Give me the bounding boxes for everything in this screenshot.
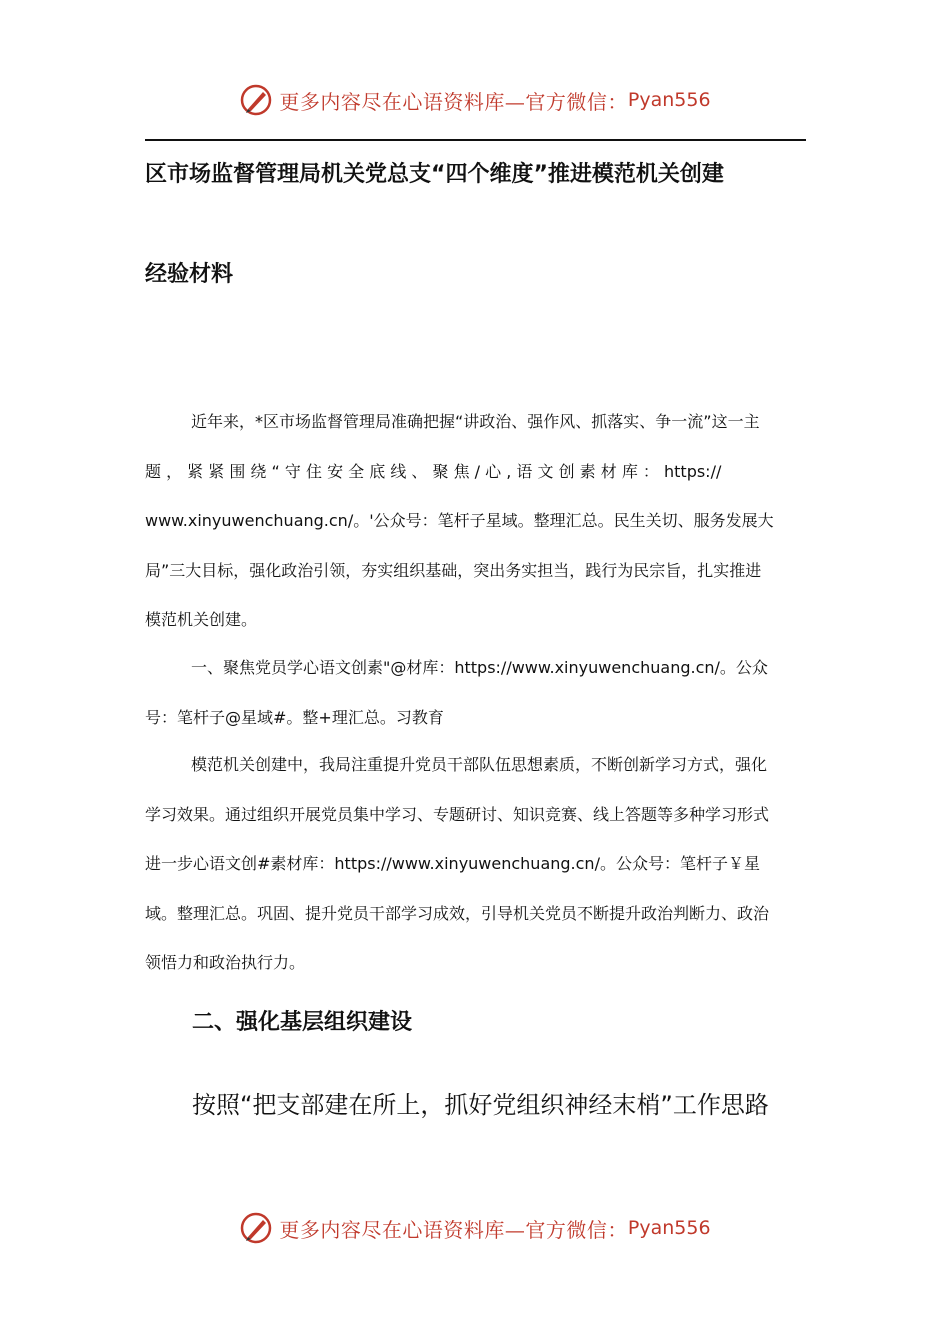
- text-line: 进一步心语文创#素材库：https://www.xinyuwenchuang.cn/。公众号：笔杆子￥星: [145, 854, 760, 873]
- watermark-text: 更多内容尽在心语资料库—官方微信：: [279, 1217, 628, 1242]
- text-line: 领悟力和政治执行力。: [145, 953, 306, 972]
- section2-heading: 二、强化基层组织建设: [192, 1010, 413, 1035]
- text-line: 号：笔杆子@星域#。整+理汇总。习教育: [145, 707, 444, 727]
- paragraph-section1-body: [145, 740, 806, 988]
- text-line: 学习效果。通过组织开展党员集中学习、专题研讨、知识竞赛、线上答题等多种学习形式: [145, 804, 770, 824]
- text-line: 局”三大目标，强化政治引领，夯实组织基础，突出务实担当，践行为民宗旨，扎实推进: [145, 560, 762, 580]
- text-line: 模范机关创建。: [145, 610, 258, 629]
- pen-logo-icon: [239, 83, 273, 117]
- paragraph-intro: [145, 397, 806, 645]
- text-line: 一、聚焦党员学心语文创素"@材库：https://www.xinyuwenchuang.cn/。公众: [191, 658, 768, 677]
- text-line: 近年来，*区市场监督管理局准确把握“讲政治、强作风、抓落实、争一流”这一主: [191, 412, 760, 431]
- pen-logo-icon: [239, 1211, 273, 1245]
- footer-watermark: [0, 1211, 950, 1245]
- text-line: 题 ， 紧 紧 围 绕 “ 守 住 安 全 底 线 、 聚 焦 / 心 , 语 文 创 素 材 库 ： https://: [145, 461, 722, 481]
- document-title-line1: 区市场监督管理局机关党总支“四个维度”推进模范机关创建: [145, 162, 724, 187]
- section2-first-line: 按照“把支部建在所上，抓好党组织神经末梢”工作思路: [192, 1091, 769, 1119]
- document-title-line2: 经验材料: [145, 262, 234, 287]
- text-line: 模范机关创建中，我局注重提升党员干部队伍思想素质，不断创新学习方式，强化: [191, 755, 768, 774]
- paragraph-section1-heading: [145, 643, 806, 742]
- text-line: 域。整理汇总。巩固、提升党员干部学习成效，引导机关党员不断提升政治判断力、政治: [145, 903, 770, 923]
- header-rule: [145, 139, 806, 141]
- watermark-wechat-id: Pyan556: [627, 1217, 711, 1239]
- text-line: www.xinyuwenchuang.cn/。'公众号：笔杆子星域。整理汇总。民生关切、服务发展大: [145, 511, 774, 530]
- watermark-text: 更多内容尽在心语资料库—官方微信：: [279, 89, 628, 114]
- watermark-wechat-id: Pyan556: [627, 89, 711, 111]
- header-watermark: [0, 83, 950, 117]
